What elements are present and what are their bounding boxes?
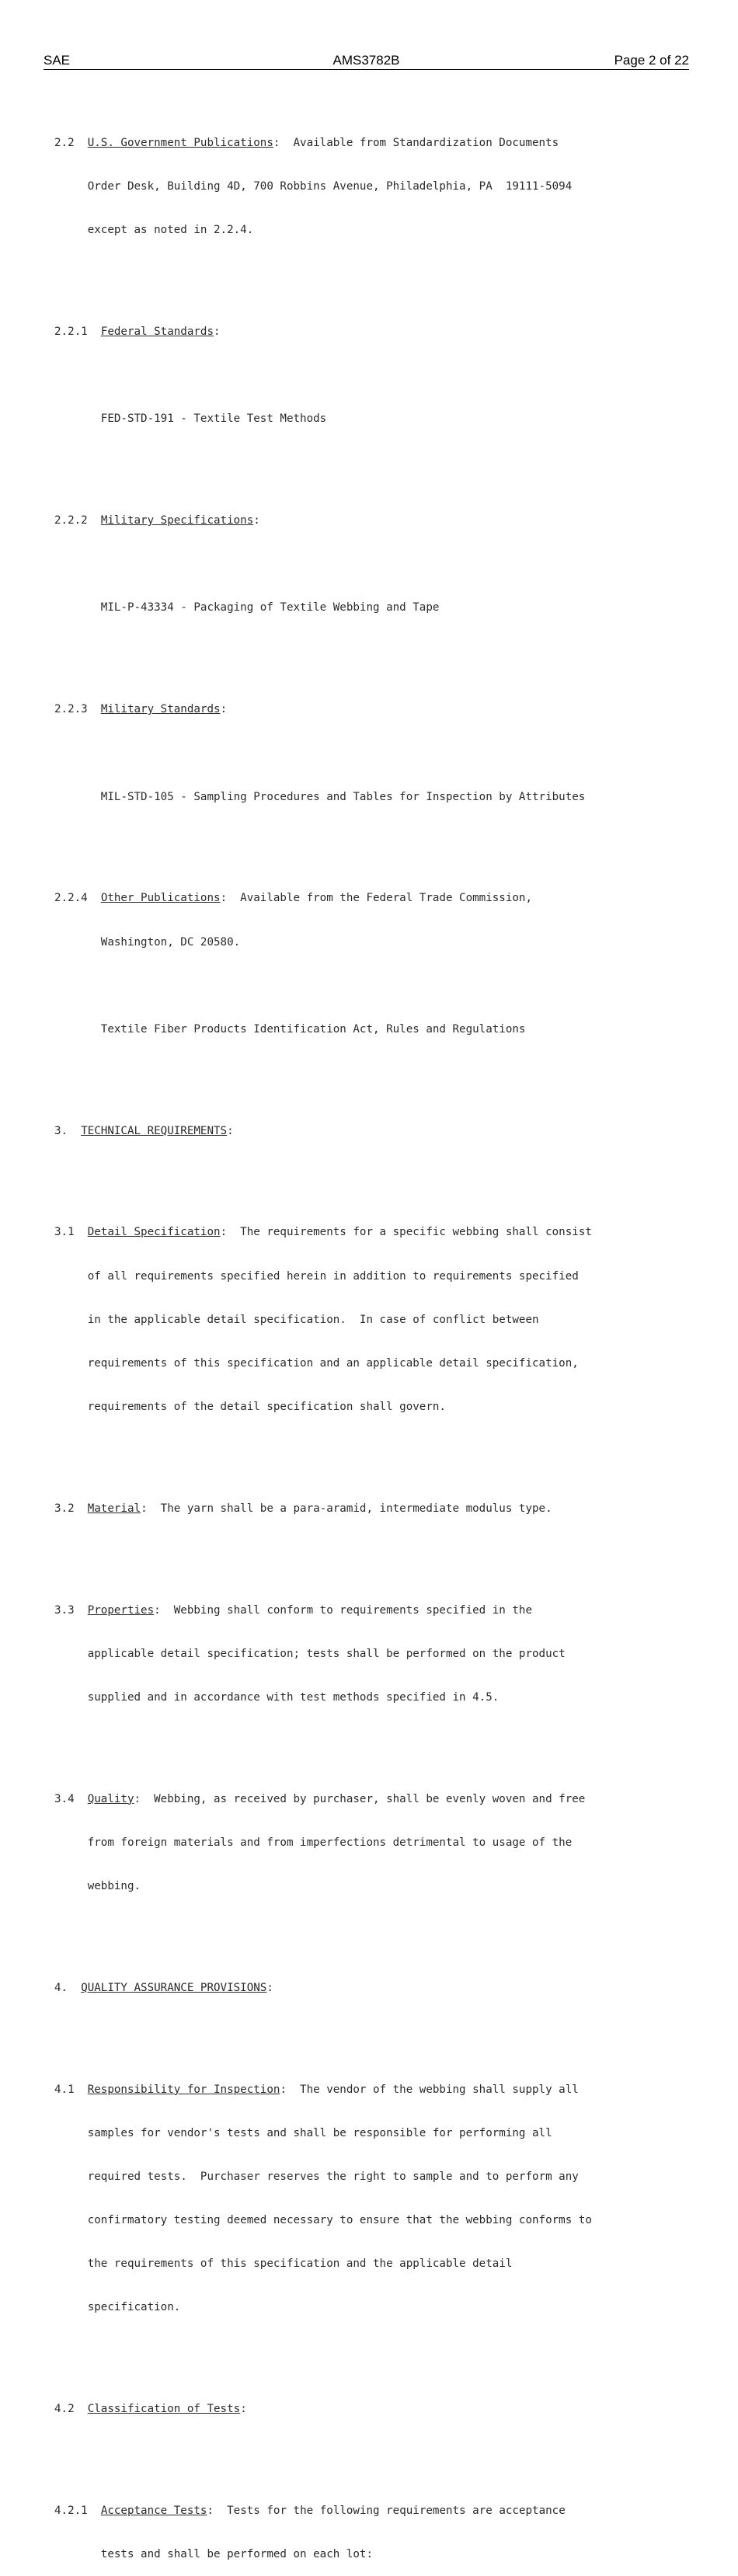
header-page-number: Page 2 of 22	[614, 53, 689, 68]
reference-item	[54, 1022, 707, 1037]
paragraph-line	[54, 1690, 707, 1705]
paragraph-line: : Available from Standardization Documents	[273, 137, 559, 150]
line-text: webbing.	[87, 1879, 141, 1892]
paragraph-line: : The requirements for a specific webbing shall consist	[220, 1226, 592, 1239]
section-number: 4.1	[54, 2083, 75, 2096]
line-text: in the applicable detail specification. In case of conflict between	[87, 1313, 539, 1326]
paragraph-line: : Available from the Federal Trade Commission,	[220, 892, 533, 905]
section-2-2-4	[54, 891, 707, 906]
section-title: U.S. Government Publications	[87, 137, 273, 150]
line-text: requirements of the detail specification shall govern.	[87, 1400, 446, 1413]
section-number: 3.4	[54, 1792, 75, 1805]
section-number: 3.3	[54, 1603, 75, 1617]
paragraph-line	[54, 2547, 707, 2562]
line-text: Textile Fiber Products Identification Act, Rules and Regulations	[100, 1022, 526, 1036]
section-4: 4. QUALITY ASSURANCE PROVISIONS:	[54, 1981, 273, 1994]
section-2-2-2: 2.2.2 Military Specifications:	[54, 514, 260, 527]
section-3-3	[54, 1603, 707, 1618]
section-2-2-3: 2.2.3 Military Standards:	[54, 703, 228, 716]
section-number: 2.2.2	[54, 514, 88, 527]
section-3-2	[54, 1502, 707, 1516]
paragraph-line	[54, 2257, 707, 2271]
line-text: Washington, DC 20580.	[100, 935, 241, 949]
section-number: 3.	[54, 1124, 68, 1137]
paragraph-line: : Webbing, as received by purchaser, shall be evenly woven and free	[134, 1792, 586, 1805]
section-3-4	[54, 1792, 707, 1807]
paragraph-line	[54, 1313, 707, 1328]
line-text: the requirements of this specification and the applicable detail	[87, 2257, 513, 2271]
line-text: required tests. Purchaser reserves the right to sample and to perform any	[87, 2170, 579, 2183]
paragraph-line: : Tests for the following requirements are acceptance	[207, 2504, 566, 2517]
section-title: Military Standards	[100, 703, 221, 716]
paragraph-line	[54, 1269, 707, 1284]
paragraph-line	[54, 1356, 707, 1371]
section-title: Federal Standards	[100, 325, 214, 339]
reference-item	[54, 790, 707, 805]
section-title: Acceptance Tests	[100, 2504, 207, 2517]
paragraph-line	[54, 1647, 707, 1662]
paragraph-line	[54, 1836, 707, 1850]
section-4-1	[54, 2083, 707, 2097]
line-text: from foreign materials and from imperfections detrimental to usage of the	[87, 1836, 573, 1849]
section-title: Other Publications	[100, 892, 221, 905]
section-title: Responsibility for Inspection	[87, 2083, 280, 2096]
section-number: 2.2.1	[54, 325, 88, 339]
paragraph-line	[54, 1400, 707, 1415]
section-title: QUALITY ASSURANCE PROVISIONS	[81, 1981, 267, 1994]
section-title: TECHNICAL REQUIREMENTS	[81, 1124, 228, 1137]
paragraph-line	[54, 223, 707, 238]
section-number: 4.2	[54, 2403, 75, 2416]
paragraph-line: : Webbing shall conform to requirements specified in the	[154, 1603, 533, 1617]
section-title: Material	[87, 1502, 141, 1515]
section-2-2-1: 2.2.1 Federal Standards:	[54, 325, 221, 339]
line-text: MIL-P-43334 - Packaging of Textile Webbing and Tape	[100, 601, 440, 614]
section-4-2: 4.2 Classification of Tests:	[54, 2403, 247, 2416]
paragraph-line	[54, 1879, 707, 1894]
header-organization: SAE	[44, 53, 71, 68]
section-number: 3.2	[54, 1502, 75, 1515]
paragraph-line	[54, 935, 707, 950]
page-header	[44, 52, 689, 70]
section-4-2-1	[54, 2504, 707, 2519]
line-text: tests and shall be performed on each lot:	[100, 2548, 374, 2561]
section-title: Quality	[87, 1792, 134, 1805]
section-title: Detail Specification	[87, 1226, 221, 1239]
paragraph-line: : The yarn shall be a para-aramid, intermediate modulus type.	[141, 1502, 552, 1515]
paragraph-line	[54, 2170, 707, 2184]
section-number: 2.2.3	[54, 703, 88, 716]
header-document-number: AMS3782B	[332, 53, 400, 68]
paragraph-line	[54, 2300, 707, 2315]
section-title: Classification of Tests	[87, 2403, 241, 2416]
line-text: FED-STD-191 - Textile Test Methods	[100, 413, 327, 426]
document-body	[54, 92, 707, 2576]
section-number: 4.	[54, 1981, 68, 1994]
section-number: 2.2	[54, 137, 75, 150]
line-text: of all requirements specified herein in addition to requirements specified	[87, 1269, 579, 1283]
section-number: 2.2.4	[54, 892, 88, 905]
section-number: 4.2.1	[54, 2504, 88, 2517]
line-text: supplied and in accordance with test methods specified in 4.5.	[87, 1690, 500, 1704]
line-text: except as noted in 2.2.4.	[87, 224, 254, 237]
line-text: specification.	[87, 2301, 181, 2314]
line-text: Order Desk, Building 4D, 700 Robbins Avenue, Philadelphia, PA 19111-5094	[87, 180, 573, 193]
line-text: confirmatory testing deemed necessary to ensure that the webbing conforms to	[87, 2213, 592, 2226]
section-title: Military Specifications	[100, 514, 254, 527]
line-text: applicable detail specification; tests shall be performed on the product	[87, 1647, 566, 1660]
line-text: requirements of this specification and an applicable detail specification,	[87, 1356, 579, 1370]
section-title: Properties	[87, 1603, 155, 1617]
section-3: 3. TECHNICAL REQUIREMENTS:	[54, 1124, 234, 1137]
reference-item	[54, 412, 707, 426]
paragraph-line: : The vendor of the webbing shall supply all	[280, 2083, 579, 2096]
line-text: samples for vendor's tests and shall be responsible for performing all	[87, 2126, 552, 2139]
section-3-1	[54, 1225, 707, 1240]
paragraph-line	[54, 2213, 707, 2228]
paragraph-line	[54, 2126, 707, 2141]
paragraph-line	[54, 179, 707, 194]
section-number: 3.1	[54, 1226, 75, 1239]
line-text: MIL-STD-105 - Sampling Procedures and Tables for Inspection by Attributes	[100, 790, 586, 803]
section-2-2	[54, 136, 707, 151]
reference-item	[54, 600, 707, 615]
